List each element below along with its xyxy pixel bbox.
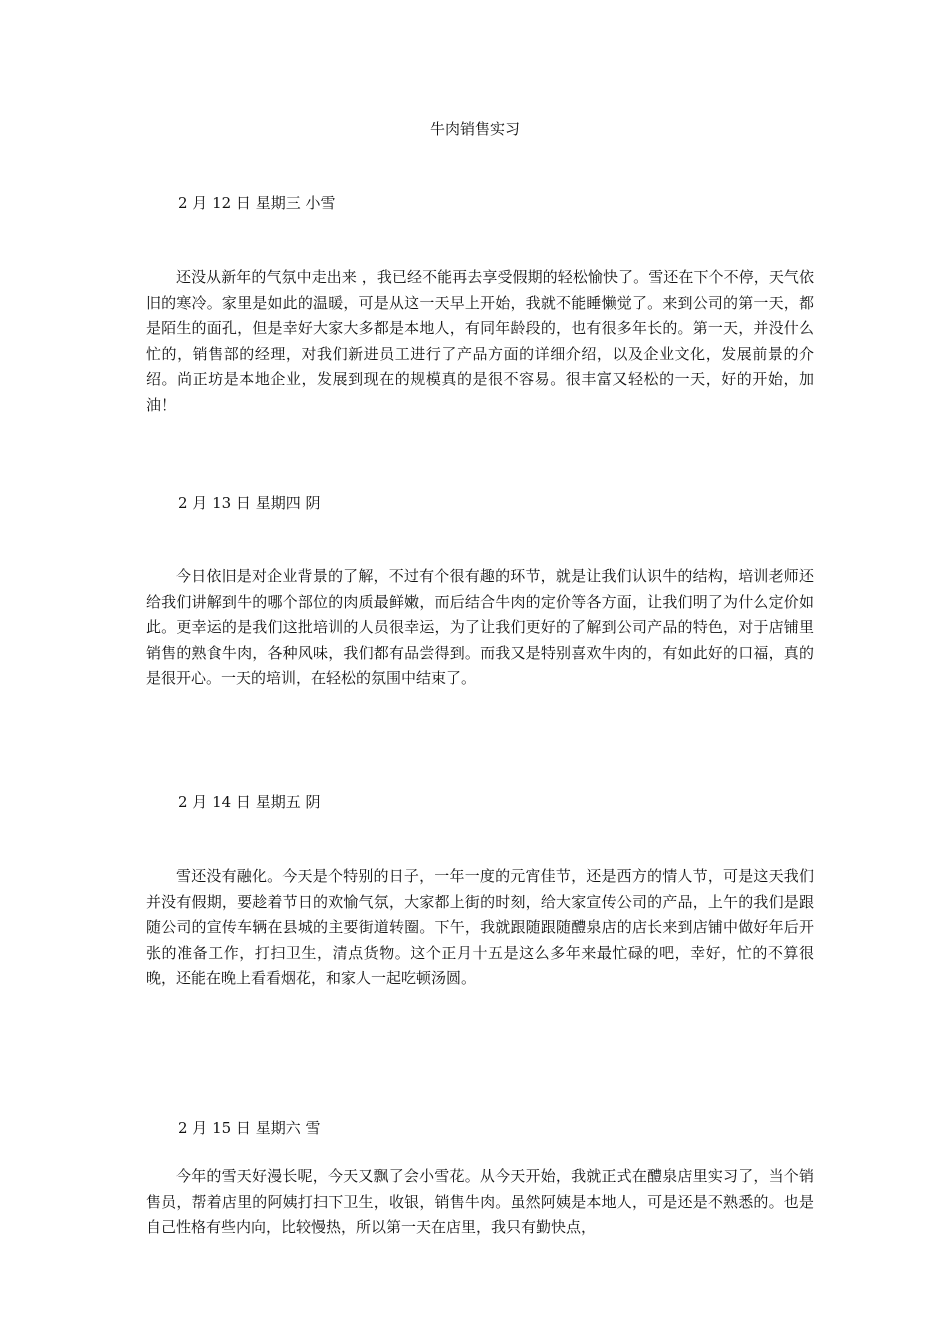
entry-date: 2 月 15 日 星期六 雪 xyxy=(178,1119,321,1137)
entry-date: 2 月 14 日 星期五 阴 xyxy=(178,793,321,811)
entry-paragraph: 今年的雪天好漫长呢，今天又飘了会小雪花。从今天开始，我就正式在醴泉店里实习了，当个销售员，帮着店里的阿姨打扫下卫生，收银，销售牛肉。虽然阿姨是本地人，可是还是不熟悉的。也是自己性格有些内向，比较慢热，所以第一天在店里，我只有勤快点， xyxy=(146,1167,814,1236)
entry-paragraph: 雪还没有融化。今天是个特别的日子，一年一度的元宵佳节，还是西方的情人节，可是这天我们并没有假期，要趁着节日的欢愉气氛，大家都上街的时刻，给大家宣传公司的产品，上午的我们是跟随公司的宣传车辆在县城的主要街道转圈。下午，我就跟随跟随醴泉店的店长来到店铺中做好年后开张的准备工作，打扫卫生，清点货物。这个正月十五是这么多年来最忙碌的吧，幸好，忙的不算很晚，还能在晚上看看烟花，和家人一起吃顿汤圆。 xyxy=(146,867,814,987)
entry-paragraph: 还没从新年的气氛中走出来 ，我已经不能再去享受假期的轻松愉快了。雪还在下个不停，天气依旧的寒冷。家里是如此的温暖，可是从这一天早上开始，我就不能睡懒觉了。来到公司的第一天，都是陌生的面孔，但是幸好大家大多都是本地人，有同年龄段的，也有很多年长的。第一天，并没什么忙的，销售部的经理，对我们新进员工进行了产品方面的详细介绍，以及企业文化，发展前景的介绍。尚正坊是本地企业，发展到现在的规模真的是很不容易。很丰富又轻松的一天，好的开始，加油！ xyxy=(146,268,814,414)
document-title: 牛肉销售实习 xyxy=(429,120,520,138)
entry-paragraph: 今日依旧是对企业背景的了解，不过有个很有趣的环节，就是让我们认识牛的结构，培训老师还给我们讲解到牛的哪个部位的肉质最鲜嫩，而后结合牛肉的定价等各方面，让我们明了为什么定价如此。更幸运的是我们这批培训的人员很幸运，为了让我们更好的了解到公司产品的特色，对于店铺里销售的熟食牛肉，各种风味，我们都有品尝得到。而我又是特别喜欢牛肉的，有如此好的口福，真的是很开心。一天的培训，在轻松的氛围中结束了。 xyxy=(146,567,814,687)
entry-date: 2 月 13 日 星期四 阴 xyxy=(178,494,321,512)
entry-date: 2 月 12 日 星期三 小雪 xyxy=(178,194,336,212)
